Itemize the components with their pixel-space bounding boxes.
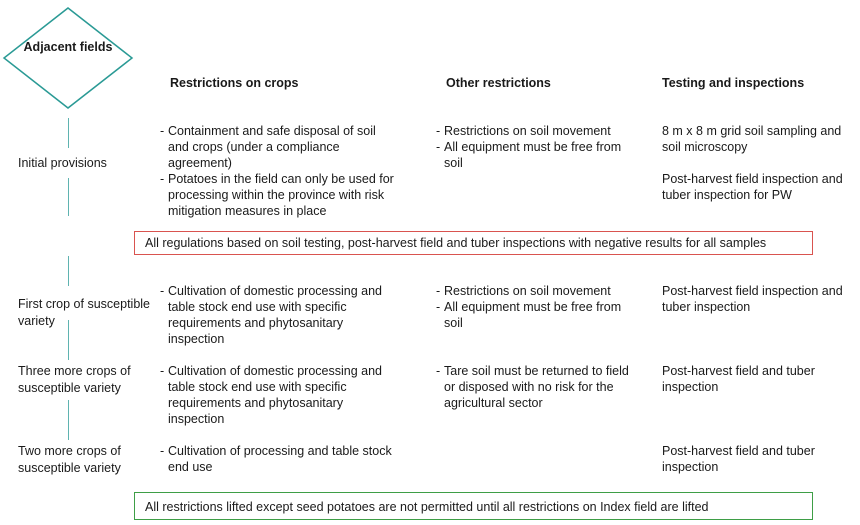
connector-line [68, 178, 69, 216]
adjacent-fields-diamond [2, 6, 134, 110]
header-restrictions-on-crops: Restrictions on crops [170, 76, 299, 90]
list-item: - Potatoes in the field can only be used for processing within the province with risk mitigation measures in place [160, 171, 400, 219]
stage2-other-restrictions [436, 283, 636, 331]
list-item: - All equipment must be free from soil [436, 139, 636, 171]
stage3-crop-restrictions [160, 363, 400, 427]
stage2-testing: Post-harvest field inspection and tuber inspection [662, 284, 843, 314]
list-item: - Containment and safe disposal of soil and crops (under a compliance agreement) [160, 123, 400, 171]
stage1-other-restrictions [436, 123, 636, 171]
stage1-crop-restrictions [160, 123, 400, 219]
stage2-crop-restrictions [160, 283, 400, 347]
negative-results-box: All regulations based on soil testing, post-harvest field and tuber inspections with negative results for all samples [134, 231, 813, 255]
header-testing-and-inspections: Testing and inspections [662, 76, 805, 90]
stage3-other-restrictions [436, 363, 636, 411]
list-item: - Cultivation of domestic processing and table stock end use with specific requirements and phytosanitary inspection [160, 283, 400, 347]
list-item: - Restrictions on soil movement [436, 123, 636, 139]
diamond-label: Adjacent fields [23, 40, 113, 54]
stage3-testing: Post-harvest field and tuber inspection [662, 364, 815, 394]
stage-two-more-crops: Two more crops of susceptible variety [18, 444, 121, 475]
list-item: - All equipment must be free from soil [436, 299, 636, 331]
list-item: - Cultivation of processing and table stock end use [160, 443, 400, 475]
stage-first-crop: First crop of susceptible variety [18, 297, 150, 328]
stage4-testing: Post-harvest field and tuber inspection [662, 444, 815, 474]
connector-line [68, 400, 69, 440]
stage-three-more-crops: Three more crops of susceptible variety [18, 364, 131, 395]
stage4-crop-restrictions [160, 443, 400, 475]
list-item: - Tare soil must be returned to field or disposed with no risk for the agricultural sector [436, 363, 636, 411]
header-other-restrictions: Other restrictions [446, 76, 551, 90]
stage1-testing-1: 8 m x 8 m grid soil sampling and soil microscopy [662, 124, 842, 154]
stage1-testing-2: Post-harvest field inspection and tuber inspection for PW [662, 172, 843, 202]
list-item: - Restrictions on soil movement [436, 283, 636, 299]
stage-initial-provisions: Initial provisions [18, 156, 107, 170]
restrictions-lifted-box: All restrictions lifted except seed potatoes are not permitted until all restrictions on Index field are lifted [134, 492, 813, 520]
connector-line [68, 118, 69, 148]
connector-line [68, 256, 69, 286]
list-item: - Cultivation of domestic processing and table stock end use with specific requirements and phytosanitary inspection [160, 363, 400, 427]
